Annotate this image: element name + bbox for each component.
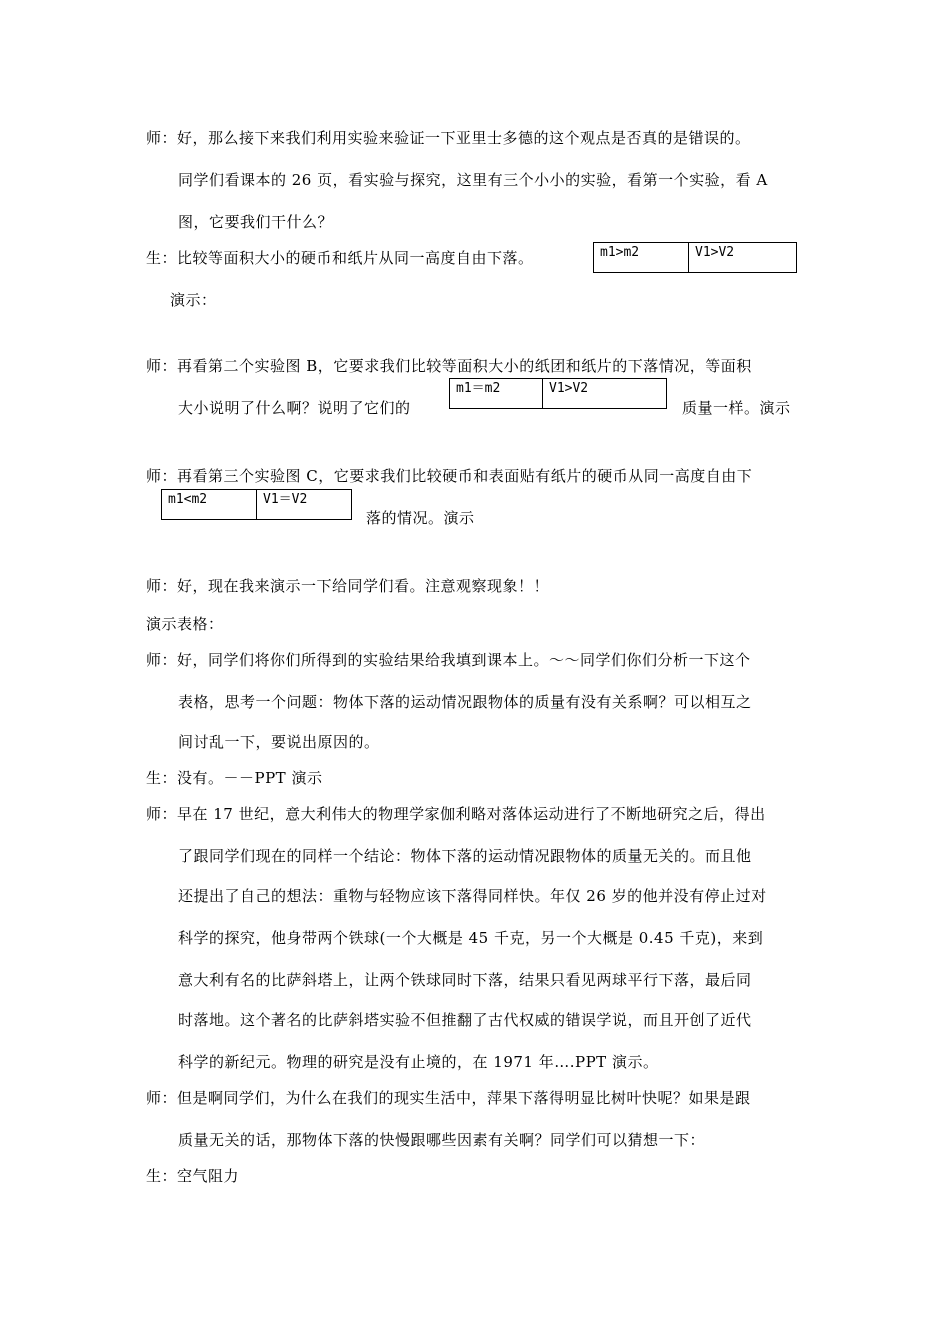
demo-label: 演示： — [170, 291, 217, 309]
teacher-line: 师：但是啊同学们，为什么在我们的现实生活中，萍果下落得明显比树叶快呢？如果是跟 — [146, 1089, 751, 1107]
teacher-line-cont: 图，它要我们干什么？ — [178, 213, 334, 231]
teacher-line-cont: 表格，思考一个问题：物体下落的运动情况跟物体的质量有没有关系啊？可以相互之 — [178, 693, 752, 711]
result-table-c — [161, 489, 352, 520]
table-cell-mass: m1＝m2 — [456, 381, 501, 396]
table-cell-velocity: V1>V2 — [542, 379, 666, 408]
table-cell-velocity: V1＝V2 — [256, 490, 351, 519]
result-table-a — [593, 242, 797, 273]
teacher-line-cont: 落的情况。演示 — [366, 509, 475, 527]
student-line: 生：比较等面积大小的硬币和纸片从同一高度自由下落。 — [146, 249, 534, 267]
student-line: 生：没有。－－PPT 演示 — [146, 769, 323, 787]
teacher-line-cont: 质量一样。演示 — [682, 399, 791, 417]
teacher-line: 师：再看第三个实验图 C，它要求我们比较硬币和表面贴有纸片的硬币从同一高度自由下 — [146, 467, 753, 485]
teacher-line-cont: 大小说明了什么啊？说明了它们的 — [178, 399, 411, 417]
teacher-line: 师：好，现在我来演示一下给同学们看。注意观察现象！！ — [146, 577, 550, 595]
teacher-line: 师：再看第二个实验图 B，它要求我们比较等面积大小的纸团和纸片的下落情况，等面积 — [146, 357, 752, 375]
teacher-line-cont: 质量无关的话，那物体下落的快慢跟哪些因素有关啊？同学们可以猜想一下： — [178, 1131, 706, 1149]
result-table-b — [449, 378, 667, 409]
table-cell-mass: m1<m2 — [168, 492, 208, 507]
teacher-line-cont: 了跟同学们现在的同样一个结论：物体下落的运动情况跟物体的质量无关的。而且他 — [178, 847, 752, 865]
table-cell-velocity: V1>V2 — [688, 243, 796, 272]
student-line: 生：空气阻力 — [146, 1167, 240, 1185]
teacher-line: 师：早在 17 世纪，意大利伟大的物理学家伽利略对落体运动进行了不断地研究之后，得出 — [146, 805, 766, 823]
table-cell-mass: m1>m2 — [600, 245, 640, 260]
teacher-line-cont: 意大利有名的比萨斜塔上，让两个铁球同时下落，结果只看见两球平行下落，最后同 — [178, 971, 752, 989]
teacher-line-cont: 间讨乱一下，要说出原因的。 — [178, 733, 380, 751]
teacher-line-cont: 时落地。这个著名的比萨斜塔实验不但推翻了古代权威的错误学说，而且开创了近代 — [178, 1011, 752, 1029]
teacher-line-cont: 科学的新纪元。物理的研究是没有止境的，在 1971 年….PPT 演示。 — [178, 1053, 659, 1071]
teacher-line-cont: 同学们看课本的 26 页，看实验与探究，这里有三个小小的实验，看第一个实验，看 A — [178, 171, 768, 189]
teacher-line: 师：好，那么接下来我们利用实验来验证一下亚里士多德的这个观点是否真的是错误的。 — [146, 129, 751, 147]
teacher-line-cont: 还提出了自己的想法：重物与轻物应该下落得同样快。年仅 26 岁的他并没有停止过对 — [178, 887, 767, 905]
teacher-line-cont: 科学的探究，他身带两个铁球(一个大概是 45 千克，另一个大概是 0.45 千克)，来到 — [178, 929, 764, 947]
teacher-line: 师：好，同学们将你们所得到的实验结果给我填到课本上。～～同学们你们分析一下这个 — [146, 651, 751, 669]
demo-table-label: 演示表格： — [146, 615, 224, 633]
